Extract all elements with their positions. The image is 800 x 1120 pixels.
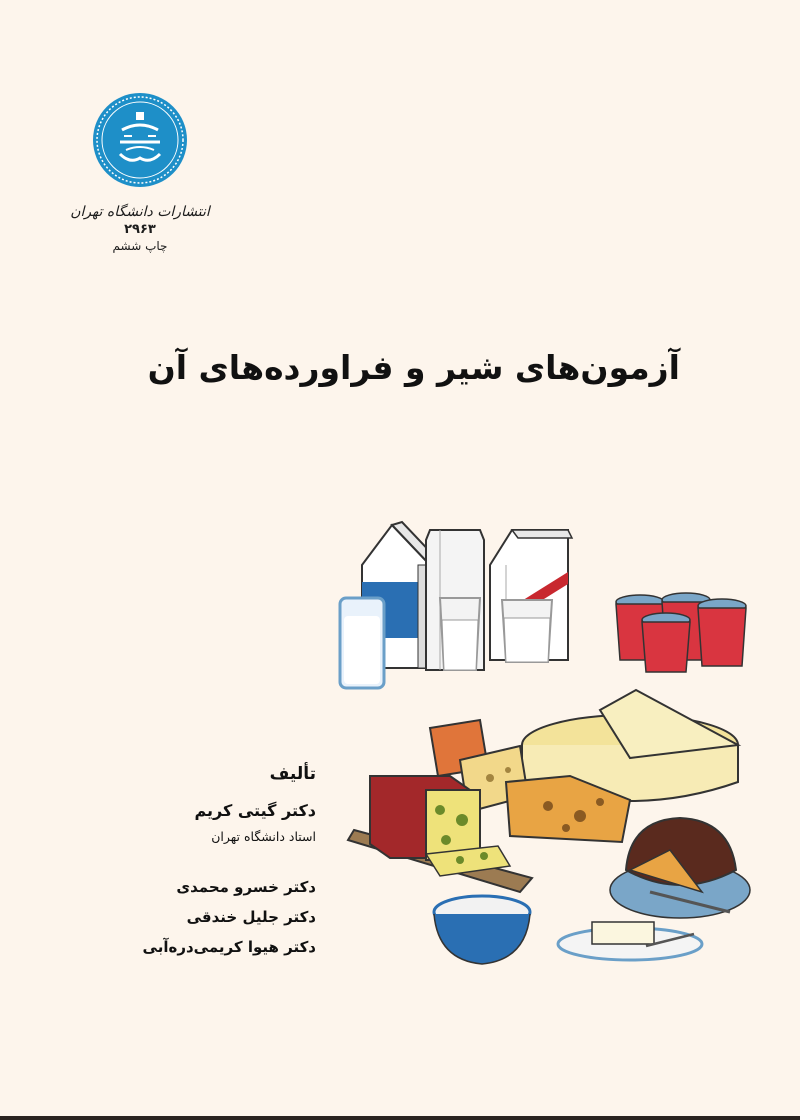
cottage-cheese-bowl-icon <box>434 896 530 964</box>
main-author: دکتر گیتی کریم <box>194 801 316 820</box>
coauthor: دکتر جلیل خندقی <box>186 908 316 926</box>
book-title: آزمون‌های شیر و فراورده‌های آن <box>147 348 680 387</box>
edition-label: چاپ ششم <box>112 239 168 253</box>
yogurt-cup-icon <box>616 593 746 672</box>
spacer <box>86 848 316 872</box>
milk-glass-icon <box>440 598 480 670</box>
milk-glass-icon <box>502 600 552 662</box>
dairy-illustration <box>330 520 770 980</box>
authorship-label: تألیف <box>269 764 316 784</box>
publisher-block <box>60 202 220 254</box>
cheese-wheel-icon <box>610 818 750 918</box>
coauthor: دکتر خسرو محمدی <box>176 878 316 896</box>
butter-dish-icon <box>558 922 702 960</box>
coauthor: دکتر هیوا کریمی‌دره‌آبی <box>142 938 316 956</box>
university-logo-icon <box>92 92 188 188</box>
milk-glass-icon <box>340 598 384 688</box>
publisher-name: انتشارات دانشگاه تهران <box>70 204 210 220</box>
bottom-border <box>0 1116 800 1120</box>
series-number: ۲۹۶۳ <box>124 222 156 237</box>
author-affiliation: استاد دانشگاه تهران <box>211 829 316 844</box>
authors-block <box>86 762 316 962</box>
